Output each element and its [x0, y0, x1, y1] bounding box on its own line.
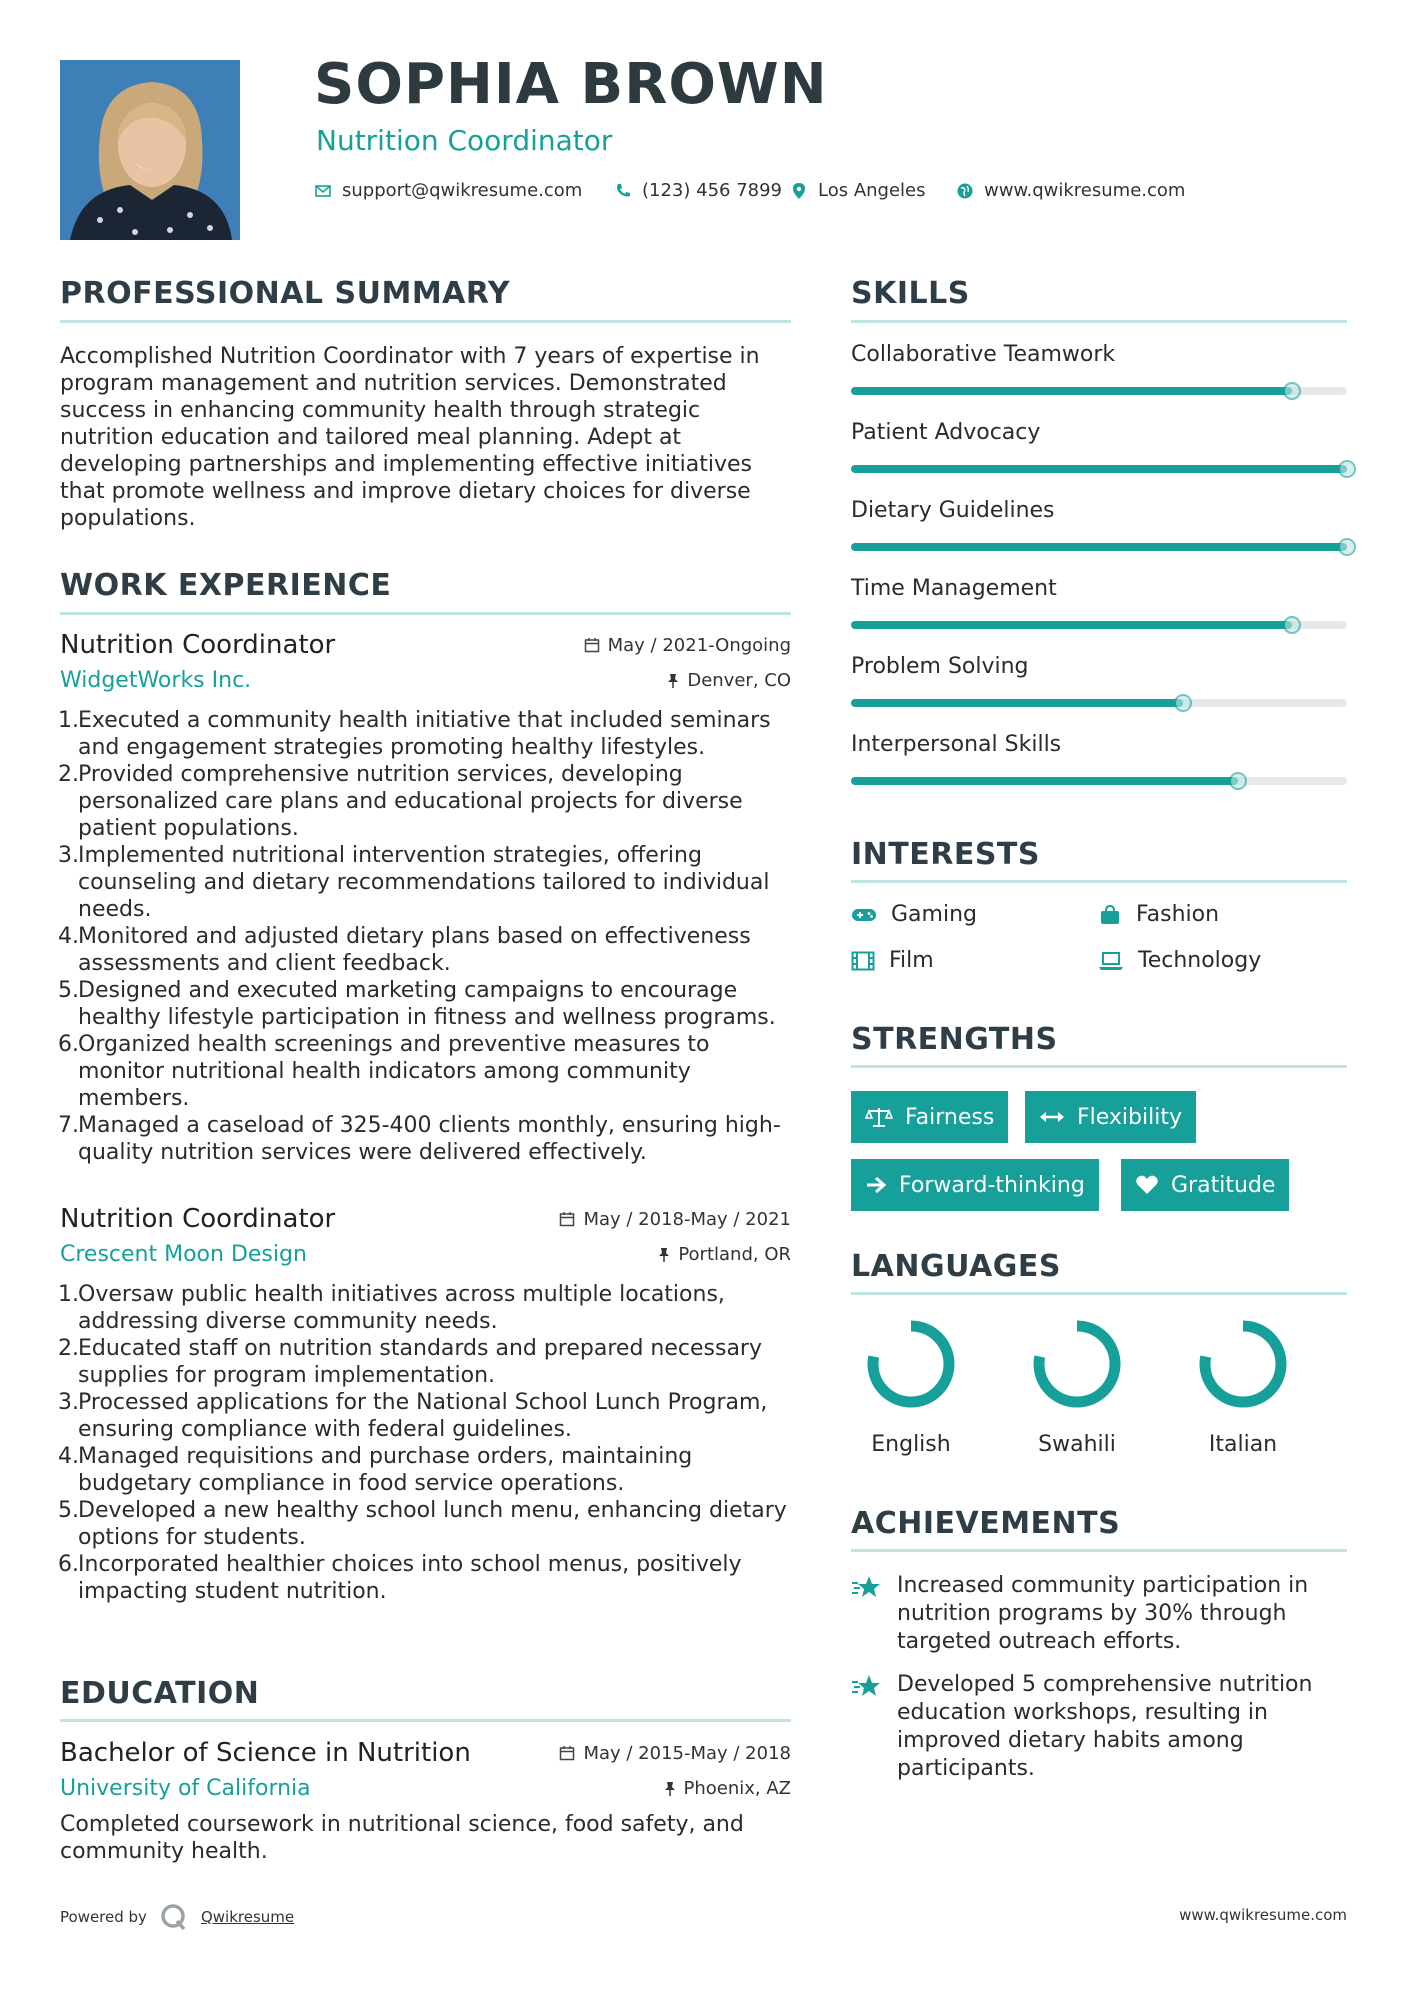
list-item: Designed and executed marketing campaigns to encourage healthy lifestyle participation in fitness and wellness programs.: [78, 978, 776, 1030]
list-item: Implemented nutritional intervention strategies, offering counseling and dietary recommendations tailored to individual needs.: [78, 843, 770, 922]
strengths-divider: [851, 1065, 1347, 1068]
heart-icon: [1135, 1174, 1159, 1196]
skills-divider: [851, 320, 1347, 323]
job-bullets: [60, 1281, 791, 1605]
education-dates: [559, 1743, 791, 1764]
strength-label: Forward-thinking: [899, 1172, 1085, 1198]
company-name: WidgetWorks Inc.: [60, 668, 252, 693]
interest-label: Fashion: [1136, 902, 1220, 927]
skill-bar-fill: [851, 543, 1347, 551]
skill-label: Collaborative Teamwork: [851, 342, 1116, 367]
interest-label: Technology: [1138, 948, 1262, 973]
pushpin-icon: [667, 673, 679, 689]
list-item: Managed a caseload of 325-400 clients monthly, ensuring high-quality nutrition services were delivered effectively.: [78, 1113, 781, 1165]
skill-item: [851, 342, 1347, 420]
interest-item-film: [851, 948, 934, 973]
strength-badge-fairness: [851, 1091, 1008, 1143]
star-icon: [851, 1574, 883, 1600]
skill-knob: [1338, 538, 1356, 556]
language-gauge: [1183, 1318, 1303, 1414]
contact-phone[interactable]: [614, 180, 782, 201]
skill-item: [851, 498, 1347, 576]
language-gauge: [851, 1318, 971, 1414]
language-gauge: [1017, 1318, 1137, 1414]
skill-bar: [851, 621, 1347, 629]
strength-label: Flexibility: [1077, 1104, 1182, 1130]
interest-item-gaming: [851, 902, 977, 927]
phone-icon: [614, 182, 632, 200]
job-dates-text: May / 2021-Ongoing: [607, 634, 791, 656]
list-item: Provided comprehensive nutrition services, developing personalized care plans and educational projects for diverse patient populations.: [78, 762, 743, 841]
achievements-divider: [851, 1549, 1347, 1552]
job-location: [658, 1244, 791, 1265]
calendar-icon: [559, 1211, 575, 1227]
skill-knob: [1174, 694, 1192, 712]
skill-bar: [851, 543, 1347, 551]
list-item: Educated staff on nutrition standards and prepared necessary supplies for program implementation.: [78, 1336, 762, 1388]
job-entry: [60, 630, 791, 1166]
phone-text: (123) 456 7899: [642, 180, 783, 201]
language-item: [1017, 1318, 1137, 1457]
candidate-name: SOPHIA BROWN: [314, 52, 828, 117]
skill-bar-fill: [851, 387, 1292, 395]
powered-by-text: Powered by: [60, 1908, 147, 1926]
skills-list: [851, 342, 1347, 810]
experience-divider: [60, 612, 791, 615]
job-bullets: [60, 707, 791, 1166]
arrow-right-icon: [865, 1175, 887, 1195]
list-item: Managed requisitions and purchase orders, maintaining budgetary compliance in food service operations.: [78, 1444, 693, 1496]
map-pin-icon: [790, 182, 808, 200]
footer-powered-by: [60, 1902, 294, 1932]
job-title: Nutrition Coordinator: [60, 1204, 336, 1234]
location-text: Los Angeles: [818, 180, 926, 201]
globe-icon: [956, 182, 974, 200]
list-item: Oversaw public health initiatives across multiple locations, addressing diverse community needs.: [78, 1282, 725, 1334]
skill-item: [851, 576, 1347, 654]
website-text: www.qwikresume.com: [984, 180, 1186, 201]
skill-bar: [851, 465, 1347, 473]
email-text: support@qwikresume.com: [342, 180, 583, 201]
skill-bar-fill: [851, 699, 1183, 707]
candidate-role: Nutrition Coordinator: [316, 124, 613, 157]
languages-divider: [851, 1292, 1347, 1295]
job-location: [667, 670, 791, 691]
scale-icon: [865, 1106, 893, 1128]
list-item: Monitored and adjusted dietary plans based on effectiveness assessments and client feedback.: [78, 924, 751, 976]
summary-divider: [60, 320, 791, 323]
strength-label: Gratitude: [1171, 1172, 1276, 1198]
skill-bar: [851, 387, 1347, 395]
list-item: Incorporated healthier choices into school menus, positively impacting student nutrition.: [78, 1552, 742, 1604]
gamepad-icon: [851, 906, 877, 924]
skill-bar-fill: [851, 465, 1347, 473]
skill-label: Problem Solving: [851, 654, 1029, 679]
pushpin-icon: [658, 1247, 670, 1263]
skill-item: [851, 420, 1347, 498]
education-divider: [60, 1719, 791, 1722]
job-title: Nutrition Coordinator: [60, 630, 336, 660]
contact-location: [790, 180, 926, 201]
qwikresume-link[interactable]: Qwikresume: [200, 1908, 295, 1926]
skill-bar: [851, 699, 1347, 707]
language-label: Swahili: [1038, 1432, 1116, 1457]
job-location-text: Denver, CO: [687, 670, 791, 691]
degree-title: Bachelor of Science in Nutrition: [60, 1738, 471, 1768]
achievements-heading: ACHIEVEMENTS: [851, 1506, 1121, 1541]
summary-heading: PROFESSIONAL SUMMARY: [60, 276, 511, 311]
job-dates: [584, 635, 791, 656]
footer-website[interactable]: www.qwikresume.com: [1179, 1906, 1347, 1924]
film-icon: [851, 951, 875, 971]
school-name: University of California: [60, 1776, 311, 1801]
languages-heading: LANGUAGES: [851, 1249, 1061, 1284]
laptop-icon: [1098, 951, 1124, 971]
arrows-horizontal-icon: [1039, 1108, 1065, 1126]
contact-website[interactable]: [956, 180, 1185, 201]
strength-badge-gratitude: [1121, 1159, 1289, 1211]
list-item: Organized health screenings and preventive measures to monitor nutritional health indicators among community members.: [78, 1032, 710, 1111]
achievement-text: Developed 5 comprehensive nutrition education workshops, resulting in improved dietary habits among participants.: [897, 1672, 1313, 1781]
interest-item-technology: [1098, 948, 1261, 973]
education-heading: EDUCATION: [60, 1676, 260, 1711]
education-location-text: Phoenix, AZ: [683, 1778, 791, 1799]
bag-icon: [1098, 904, 1122, 926]
achievement-text: Increased community participation in nutrition programs by 30% through targeted outreach efforts.: [897, 1573, 1309, 1654]
skill-label: Time Management: [851, 576, 1057, 601]
interests-heading: INTERESTS: [851, 837, 1040, 872]
language-item: [1183, 1318, 1303, 1457]
skill-bar-fill: [851, 621, 1292, 629]
interests-divider: [851, 880, 1347, 883]
summary-text: Accomplished Nutrition Coordinator with 7 years of expertise in program management and nutrition services. Demonstrated success in enhancing community health through strategic nutrition education and tailored meal planning. Adept at developing partnerships and implementing effective initiatives that promote wellness and improve dietary choices for diverse populations.: [60, 344, 760, 531]
contact-email[interactable]: [314, 180, 582, 201]
qwikresume-logo-icon: [159, 1902, 189, 1932]
skill-bar-fill: [851, 777, 1238, 785]
skill-bar: [851, 777, 1347, 785]
education-description: Completed coursework in nutritional science, food safety, and community health.: [60, 1812, 744, 1864]
email-icon: [314, 182, 332, 200]
interest-item-fashion: [1098, 902, 1219, 927]
achievement-item: [851, 1572, 1347, 1656]
interest-label: Gaming: [891, 902, 977, 927]
calendar-icon: [559, 1745, 575, 1761]
company-name: Crescent Moon Design: [60, 1242, 307, 1267]
profile-photo: [60, 60, 240, 240]
strength-badge-flexibility: [1025, 1091, 1196, 1143]
pushpin-icon: [664, 1781, 676, 1797]
education-dates-text: May / 2015-May / 2018: [583, 1742, 791, 1764]
strength-label: Fairness: [905, 1104, 995, 1130]
achievement-item: [851, 1671, 1347, 1783]
star-icon: [851, 1673, 883, 1699]
skill-knob: [1229, 772, 1247, 790]
language-label: Italian: [1208, 1432, 1278, 1457]
skill-label: Interpersonal Skills: [851, 732, 1062, 757]
education-location: [664, 1778, 792, 1799]
strength-badge-forward-thinking: [851, 1159, 1099, 1211]
strengths-heading: STRENGTHS: [851, 1022, 1058, 1057]
skill-label: Dietary Guidelines: [851, 498, 1055, 523]
job-entry: [60, 1204, 791, 1605]
skill-item: [851, 732, 1347, 810]
skill-item: [851, 654, 1347, 732]
interest-label: Film: [889, 948, 934, 973]
education-entry: [60, 1738, 791, 1865]
skill-knob: [1338, 460, 1356, 478]
job-dates-text: May / 2018-May / 2021: [583, 1208, 791, 1230]
list-item: Executed a community health initiative that included seminars and engagement strategies promoting healthy lifestyles.: [78, 708, 771, 760]
skill-label: Patient Advocacy: [851, 420, 1041, 445]
language-label: English: [871, 1432, 951, 1457]
job-dates: [559, 1209, 791, 1230]
skills-heading: SKILLS: [851, 276, 970, 311]
language-item: [851, 1318, 971, 1457]
skill-knob: [1283, 616, 1301, 634]
experience-heading: WORK EXPERIENCE: [60, 568, 392, 603]
calendar-icon: [584, 637, 600, 653]
job-location-text: Portland, OR: [678, 1244, 791, 1265]
list-item: Developed a new healthy school lunch menu, enhancing dietary options for students.: [78, 1498, 787, 1550]
list-item: Processed applications for the National School Lunch Program, ensuring compliance with federal guidelines.: [78, 1390, 768, 1442]
skill-knob: [1283, 382, 1301, 400]
